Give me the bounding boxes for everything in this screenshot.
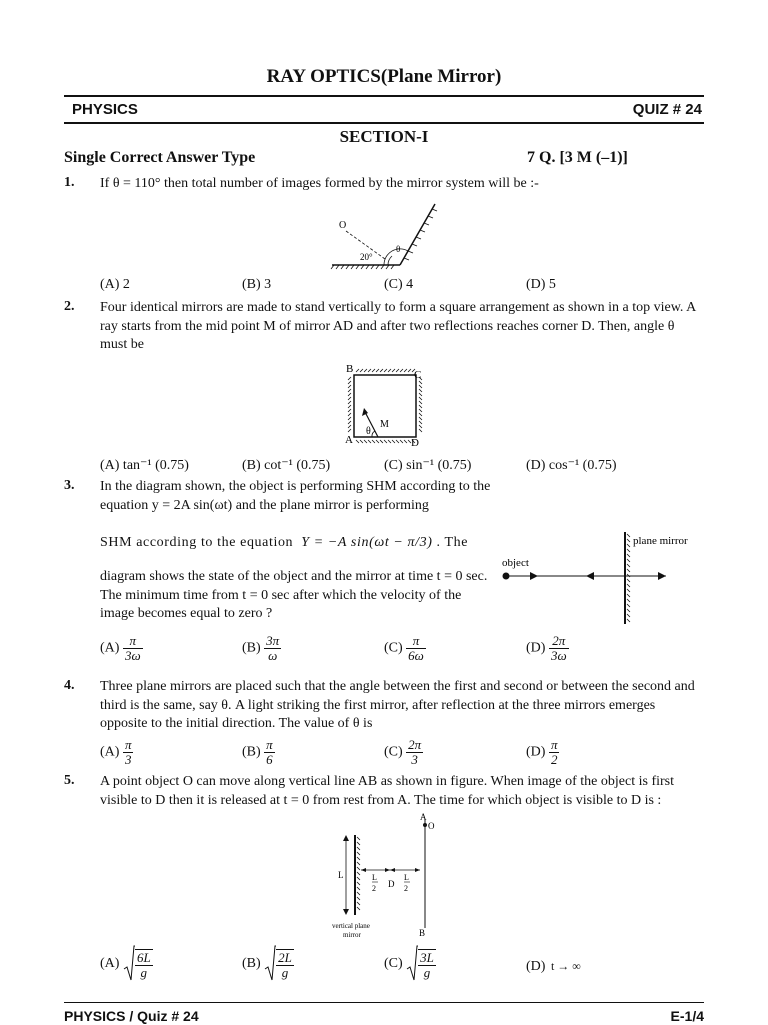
q3-option-d-label: (D) [526,640,546,656]
q2-label-c: C [414,369,422,381]
q4-option-a-num: π [124,737,132,752]
question-2-figure [340,362,430,448]
q5-label-b: B [419,928,426,938]
q1-option-d[interactable]: (D) 5 [526,277,556,292]
q3-option-c-num: π [406,634,426,649]
header-subject: PHYSICS [72,101,138,118]
q4-option-a[interactable] [100,738,133,767]
q5-option-a-label: (A) [100,956,120,971]
q5-option-b-label: (B) [242,956,261,971]
question-2-text: Four identical mirrors are made to stand vertically to form a square arrangement as shown in a top view. A ray starts from the mid point M of mirror AD and after two reflections reaches corner D. Then, angle θ must be [100,300,696,352]
q3-option-a[interactable] [100,634,143,663]
q4-option-b-num: π [266,737,273,752]
q5-option-b[interactable] [242,945,294,985]
q3-option-d-den: 3ω [550,648,567,663]
q5-option-b-den: g [281,964,289,980]
q4-option-c-num: 2π [408,737,422,752]
q3-text-b-pre: SHM according to the equation [100,535,294,550]
q1-label-theta: θ [396,244,401,254]
q4-option-d[interactable] [526,738,559,767]
q2-option-d[interactable]: (D) cos⁻¹ (0.75) [526,458,617,473]
q5-label-mirror-2: mirror [343,931,361,939]
q5-label-o: O [428,821,435,831]
question-1-figure [330,198,440,272]
q4-option-a-fraction [123,738,134,767]
q5-label-d: D [388,879,395,889]
q4-option-c-label: (C) [384,744,403,760]
q5-option-a-num: 6L [136,949,151,965]
q4-option-c[interactable] [384,738,423,767]
q5-option-d-label: (D) [526,959,546,974]
q2-label-b: B [346,363,354,375]
q5-label-a: A [420,812,427,822]
q1-option-b[interactable]: (B) 3 [242,277,272,292]
q2-label-a: A [345,434,353,446]
q3-option-d[interactable] [526,634,569,663]
question-1-text: If θ = 110° then total number of images formed by the mirror system will be :- [100,176,539,191]
q1-option-a[interactable]: (A) 2 [100,277,130,292]
q5-option-d[interactable] [526,959,581,975]
question-3-figure [498,528,708,628]
q4-option-b-label: (B) [242,744,261,760]
q5-option-a-den: g [140,964,148,980]
q4-option-c-fraction [406,738,423,767]
q5-option-b-fraction [276,949,294,980]
question-5-figure [328,810,443,940]
q2-option-a[interactable]: (A) tan⁻¹ (0.75) [100,458,189,473]
q4-option-a-den: 3 [124,752,132,767]
q2-label-m: M [380,419,389,430]
q3-option-c-fraction [406,634,426,663]
page-footer [64,1002,704,1025]
q3-option-b-fraction [264,634,281,663]
header-quiz: QUIZ # 24 [632,101,702,118]
q5-label-l-half-right-den: 2 [404,884,408,893]
question-3-text-c: diagram shows the state of the object and the mirror at time t = 0 sec. The minimum time from t = 0 sec after which the velocity of the image becomes equal to zero ? [100,569,488,621]
footer-page-number: E-1/4 [670,1008,704,1024]
q3-option-c[interactable] [384,634,426,663]
page-title: RAY OPTICS(Plane Mirror) [266,66,502,87]
marks-scheme: 7 Q. [3 M (–1)] [527,149,628,166]
q3-option-d-fraction [549,634,569,663]
q4-option-b[interactable] [242,738,275,767]
q3-option-b[interactable] [242,634,281,663]
q4-option-b-fraction [264,738,275,767]
q3-label-plane-mirror: plane mirror [633,535,688,547]
q4-option-c-den: 3 [411,752,418,767]
q5-label-l-half-left-den: 2 [372,884,376,893]
header-bar [64,95,704,124]
section-heading: SECTION-I [339,127,429,146]
q3-option-b-den: ω [268,648,278,663]
q2-label-d: D [411,437,419,448]
q5-label-mirror-1: vertical plane [332,922,370,930]
q1-label-o: O [339,220,347,231]
q5-option-c-fraction [418,949,436,980]
q2-option-b[interactable]: (B) cot⁻¹ (0.75) [242,458,331,473]
q3-option-a-num: π [123,634,143,649]
q3-option-d-num: 2π [549,634,569,649]
q5-option-c-label: (C) [384,956,403,971]
q3-equation: Y = −A sin(ωt − π/3) [301,535,433,550]
q3-label-object: object [502,557,529,569]
q4-option-a-label: (A) [100,744,120,760]
q5-option-c-den: g [423,964,431,980]
answer-type: Single Correct Answer Type [64,149,256,166]
q4-option-d-fraction [549,738,560,767]
q3-option-b-label: (B) [242,640,261,656]
q5-label-l-half-left-num: L [372,873,377,882]
q3-option-c-label: (C) [384,640,403,656]
q4-option-d-num: π [550,737,558,752]
question-2-number: 2. [64,299,75,314]
question-1-number: 1. [64,175,75,190]
q5-option-d-text: t → ∞ [550,959,581,973]
q5-label-l-half-right-num: L [404,873,409,882]
question-3-number: 3. [64,478,75,493]
q5-option-a[interactable] [100,945,153,985]
q3-text-b-post: . The [436,535,469,550]
q1-option-c[interactable]: (C) 4 [384,277,414,292]
question-3-text-a: In the diagram shown, the object is performing SHM according to the equation y = 2A sin(ωt) and the plane mirror is performing [100,479,491,513]
q5-option-c[interactable] [384,945,436,985]
q5-label-l: L [338,870,344,880]
sqrt-symbol [264,945,294,983]
question-4-text: Three plane mirrors are placed such that the angle between the first and second or between the second and third is the same, say θ. A light striking the first mirror, after reflection at the three mirrors emerges opposite to the initial direction. The value of θ is [100,679,695,731]
q5-option-b-num: 2L [278,949,292,965]
question-4-number: 4. [64,678,75,693]
q3-option-a-den: 3ω [124,648,141,663]
footer-left: PHYSICS / Quiz # 24 [64,1008,199,1024]
question-5-text: A point object O can move along vertical line AB as shown in figure. When image of the object is first visible to D then it is released at t = 0 from rest from A. The time for which object is visible to D is : [100,774,674,808]
question-5-number: 5. [64,773,75,788]
q3-option-b-num: 3π [266,633,280,648]
q4-option-d-den: 2 [550,752,558,767]
q4-option-b-den: 6 [266,752,273,767]
q3-option-a-label: (A) [100,640,120,656]
q5-option-a-fraction [135,949,153,980]
q5-option-c-num: 3L [420,949,434,965]
q2-option-c[interactable]: (C) sin⁻¹ (0.75) [384,458,472,473]
sqrt-symbol [406,945,436,983]
q3-option-a-fraction [123,634,143,663]
q3-option-c-den: 6ω [408,648,424,663]
q4-option-d-label: (D) [526,744,546,760]
sqrt-symbol [123,945,153,983]
q2-label-theta: θ [366,426,371,437]
q1-label-20: 20° [360,252,373,262]
question-3-text-b [100,534,500,553]
